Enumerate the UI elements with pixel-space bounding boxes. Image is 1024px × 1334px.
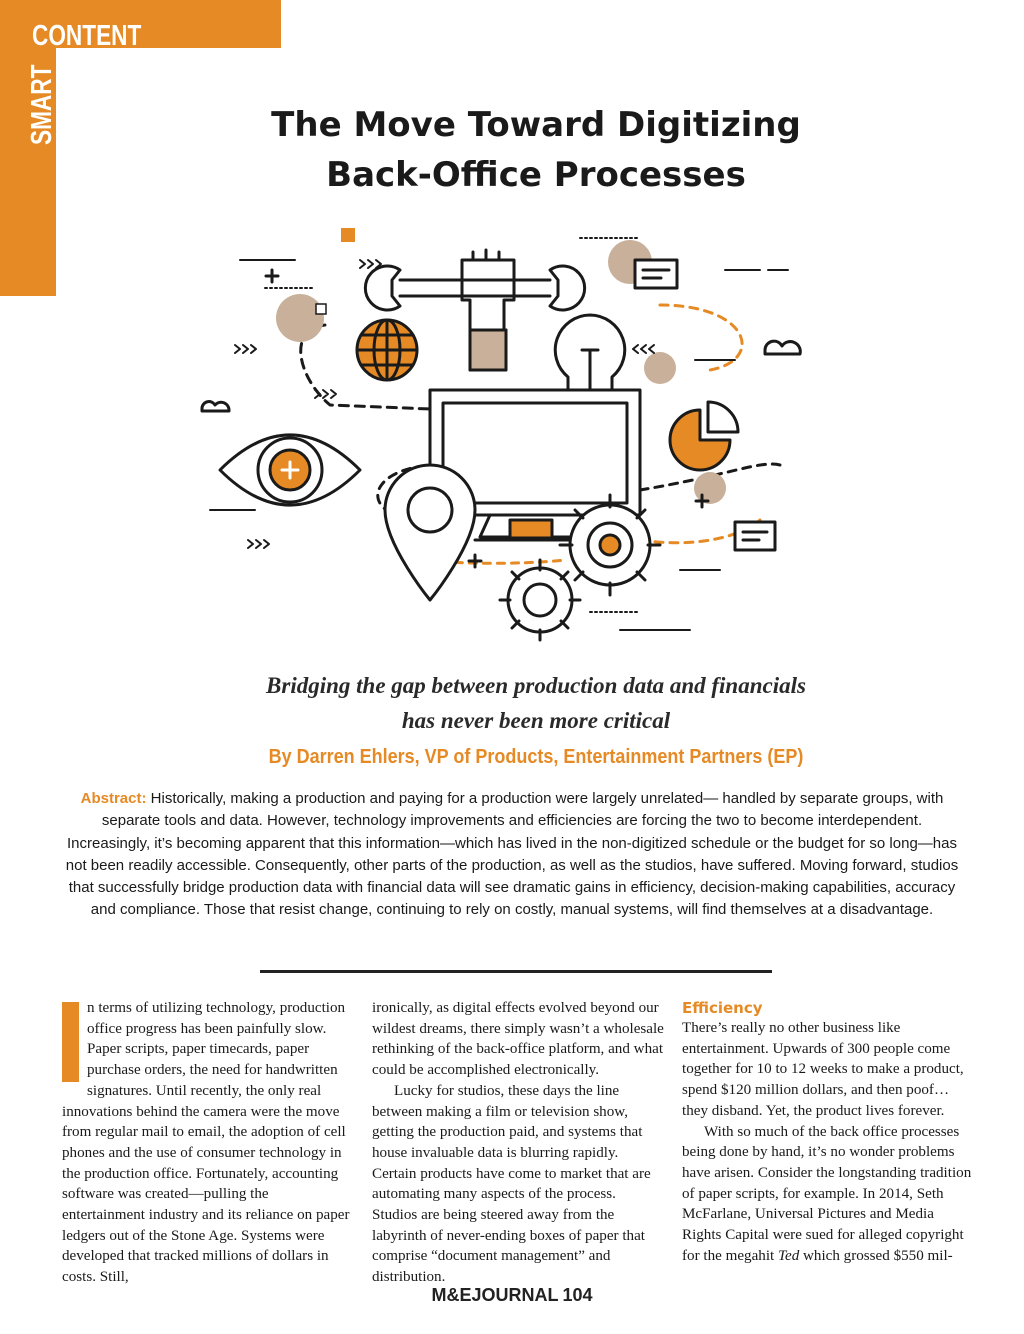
drop-cap bbox=[62, 1002, 79, 1082]
eye-icon bbox=[220, 435, 360, 505]
journal-name-part-2: JOURNAL bbox=[471, 1285, 559, 1305]
film-title: Ted bbox=[777, 1247, 800, 1264]
section-heading: Efficiency bbox=[682, 999, 763, 1017]
byline: By Darren Ehlers, VP of Products, Entertainment Partners (EP) bbox=[268, 746, 804, 768]
journal-name-part-1: M&E bbox=[431, 1285, 472, 1305]
title-line-2: Back-Office Processes bbox=[326, 155, 746, 195]
body-paragraph bbox=[682, 1122, 974, 1267]
body-paragraph: There’s really no other business like entertainment. Upwards of 300 people come together for 10 to 12 weeks to make a product, spend $120 million dollars, and then poof…they disband. Yet, the product lives forever. bbox=[682, 1020, 964, 1119]
tan-circle bbox=[276, 294, 324, 342]
article-subtitle bbox=[150, 668, 922, 738]
body-column-3 bbox=[682, 998, 974, 1266]
wrench-icon bbox=[365, 266, 584, 310]
body-text: which grossed $550 mil- bbox=[799, 1247, 953, 1264]
small-gear-icon bbox=[500, 560, 580, 640]
location-pin-icon bbox=[385, 465, 475, 600]
subtitle-line-1: Bridging the gap between production data and financials bbox=[266, 673, 806, 698]
globe-icon bbox=[357, 320, 417, 380]
body-text: With so much of the back office processes being done by hand, it’s no wonder problems have arisen. Consider the longstanding tradition of paper scripts, for example. In 2014, Seth McFarlane, Universal Pictures and Media Rights Capital were sued for alleged copyright for the megahit bbox=[682, 1123, 972, 1264]
pie-chart-icon bbox=[670, 402, 738, 470]
subtitle-line-2: has never been more critical bbox=[401, 708, 671, 733]
cloud-icon-2 bbox=[202, 402, 229, 411]
chat-bubble-icon-2 bbox=[735, 522, 775, 550]
body-column-2 bbox=[372, 998, 664, 1288]
body-paragraph bbox=[62, 998, 354, 1288]
abstract bbox=[60, 788, 964, 922]
abstract-label: Abstract: bbox=[80, 790, 147, 807]
cloud-icon bbox=[765, 341, 800, 354]
body-paragraph: ironically, as digital effects evolved beyond our wildest dreams, there simply wasn’t a wholesale rethinking of the back-office platform, and what could be accomplished electronically. bbox=[372, 1000, 664, 1079]
body-column-1 bbox=[62, 998, 354, 1288]
body-paragraph: Lucky for studios, these days the line between making a film or television show, getting the production paid, and systems that house invaluable data is blurring rapidly. Certain products have come to market that are automating many aspects of the process. Studios are being steered away from the labyrinth of never-ending boxes of paper that comprise “document management” and distribution. bbox=[372, 1082, 651, 1286]
hand-icon bbox=[462, 250, 514, 370]
page-number: 104 bbox=[562, 1285, 593, 1305]
chat-bubble-icon bbox=[635, 260, 677, 288]
section-tag-smart: SMART bbox=[26, 64, 58, 145]
abstract-text: Historically, making a production and paying for a production were largely unrelated— handled by separate groups, with separate tools and data. However, technology improvements and efficiencies are forcing the two to become interdependent. Increasingly, it’s becoming apparent that this information—which has lived in the non-digitized schedule or the budget for so long—has not been readily accessible. Consequently, other parts of the production, as well as the studios, have suffered. Moving forward, studios that successfully bridge production data with financial data will see dramatic gains in efficiency, decision-making capabilities, accuracy and compliance. Those that resist change, continuing to rely on costly, manual systems, will find themselves at a disadvantage. bbox=[65, 790, 959, 919]
section-divider bbox=[260, 970, 772, 973]
section-tag-content: CONTENT bbox=[32, 20, 142, 52]
title-line-1: The Move Toward Digitizing bbox=[271, 105, 801, 145]
body-text: n terms of utilizing technology, production office progress has been painfully slow. Paper scripts, paper timecards, paper purchase orders, the need for handwritten signatures. Until recently, the only real innovations behind the camera were the move from regular mail to email, the adoption of cell phones and the use of consumer technology in the production office. Fortunately, accounting software was created—pulling the entertainment industry and its reliance on paper ledgers out of the Stone Age. Systems were developed that tracked millions of dollars in costs. Still, bbox=[62, 1000, 350, 1286]
page-footer bbox=[0, 1285, 1024, 1306]
digitizing-illustration bbox=[190, 220, 830, 660]
plus-icon bbox=[266, 270, 278, 282]
gear-icon bbox=[560, 495, 660, 595]
article-title bbox=[160, 100, 912, 200]
